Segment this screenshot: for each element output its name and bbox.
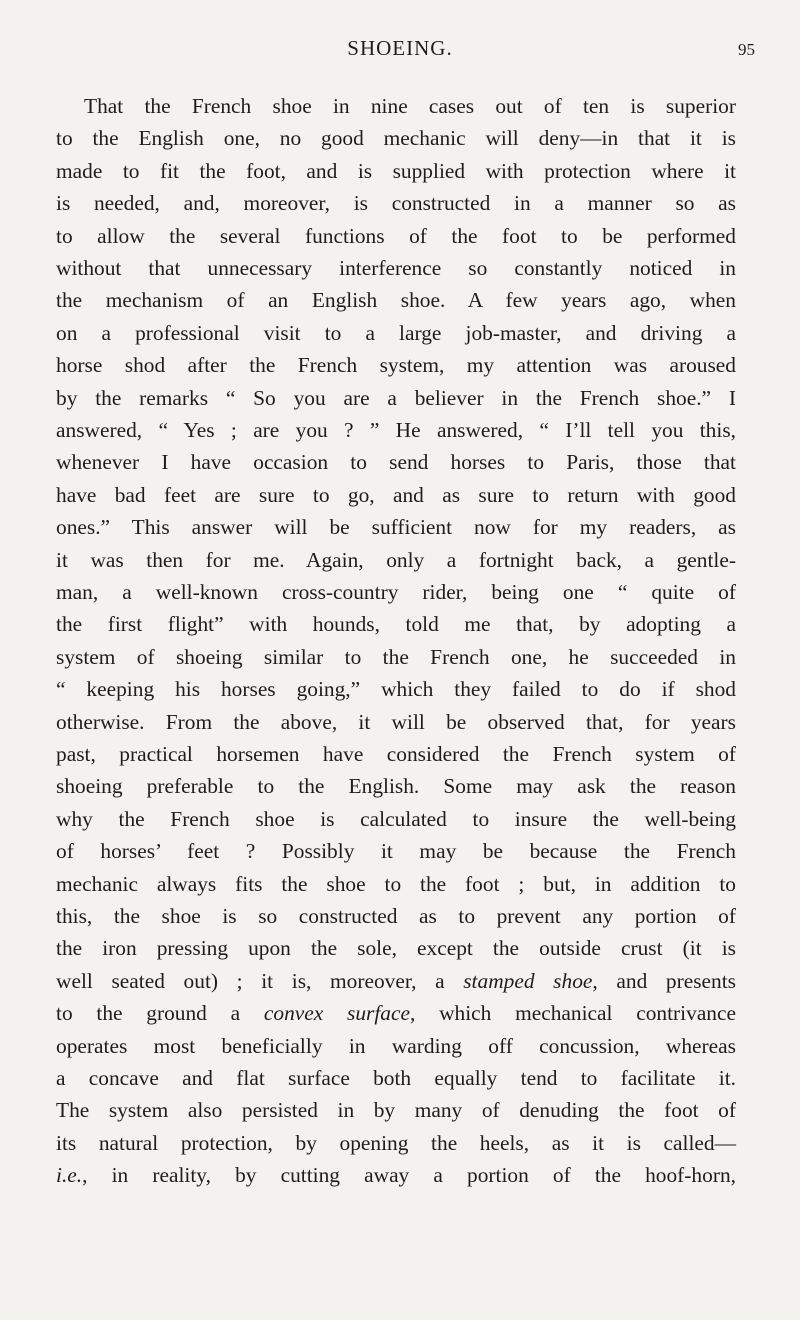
text-line: on a professional visit to a large job-master, and driving a [56,320,736,345]
text-line: to the English one, no good mechanic will deny—in that it is [56,126,736,151]
text-line: without that unnecessary interference so constantly noticed in [56,256,736,280]
italic-phrase: i.e. [56,1163,83,1188]
text-line: That the French shoe in nine cases out of ten is superior [84,94,736,118]
text-line: mechanic always fits the shoe to the foot ; but, in addition to [56,871,736,896]
text-line: ones.” This answer will be sufficient now for my readers, as [56,515,736,540]
text-segment: to the ground a [56,1001,264,1026]
text-line: “ keeping his horses going,” which they failed to do if shod [56,677,736,702]
text-line: it was then for me. Again, only a fortnight back, a gentle- [56,547,736,572]
text-line: why the French shoe is calculated to insure the well-being [56,806,736,831]
text-line [56,965,736,997]
text-line: shoeing preferable to the English. Some may ask the reason [56,774,736,799]
text-line: the first flight” with hounds, told me that, by adopting a [56,612,736,637]
text-line: otherwise. From the above, it will be observed that, for years [56,709,736,734]
text-line: The system also persisted in by many of denuding the foot of [56,1098,736,1123]
text-line: horse shod after the French system, my attention was aroused [56,353,736,378]
page-number: 95 [738,40,755,59]
text-line [56,997,736,1029]
text-line: the mechanism of an English shoe. A few years ago, when [56,288,736,313]
text-line: man, a well-known cross-country rider, being one “ quite of [56,580,736,604]
text-line: operates most beneficially in warding off concussion, whereas [56,1033,736,1058]
text-line [56,1159,736,1191]
text-line: the iron pressing upon the sole, except the outside crust (it is [56,936,736,961]
text-line: system of shoeing similar to the French one, he succeeded in [56,644,736,669]
text-line: by the remarks “ So you are a believer in the French shoe.” I [56,385,736,410]
text-line: of horses’ feet ? Possibly it may be because the French [56,839,736,864]
text-segment: well seated out) ; it is, moreover, a [56,968,464,993]
text-segment: , and presents [592,968,736,993]
text-line: past, practical horsemen have considered the French system of [56,742,736,766]
text-line: whenever I have occasion to send horses to Paris, those that [56,450,736,475]
text-line: answered, “ Yes ; are you ? ” He answered, “ I’ll tell you this, [56,418,736,442]
text-line: a concave and flat surface both equally tend to facilitate it. [56,1066,736,1090]
text-segment: , in reality, by cutting away a portion of the hoof-horn, [82,1163,736,1188]
text-line: this, the shoe is so constructed as to prevent any portion of [56,904,736,928]
text-line: to allow the several functions of the foot to be performed [56,223,736,248]
text-line: its natural protection, by opening the heels, as it is called— [56,1130,736,1155]
text-segment: , which mechanical contrivance [409,1001,736,1026]
running-head: SHOEING. [347,36,453,60]
text-line: made to fit the foot, and is supplied with protection where it [56,158,736,183]
italic-phrase: convex surface [263,1001,410,1026]
text-line: is needed, and, moreover, is constructed in a manner so as [56,191,736,216]
italic-phrase: stamped shoe [463,968,593,993]
text-line: have bad feet are sure to go, and as sure to return with good [56,482,736,507]
